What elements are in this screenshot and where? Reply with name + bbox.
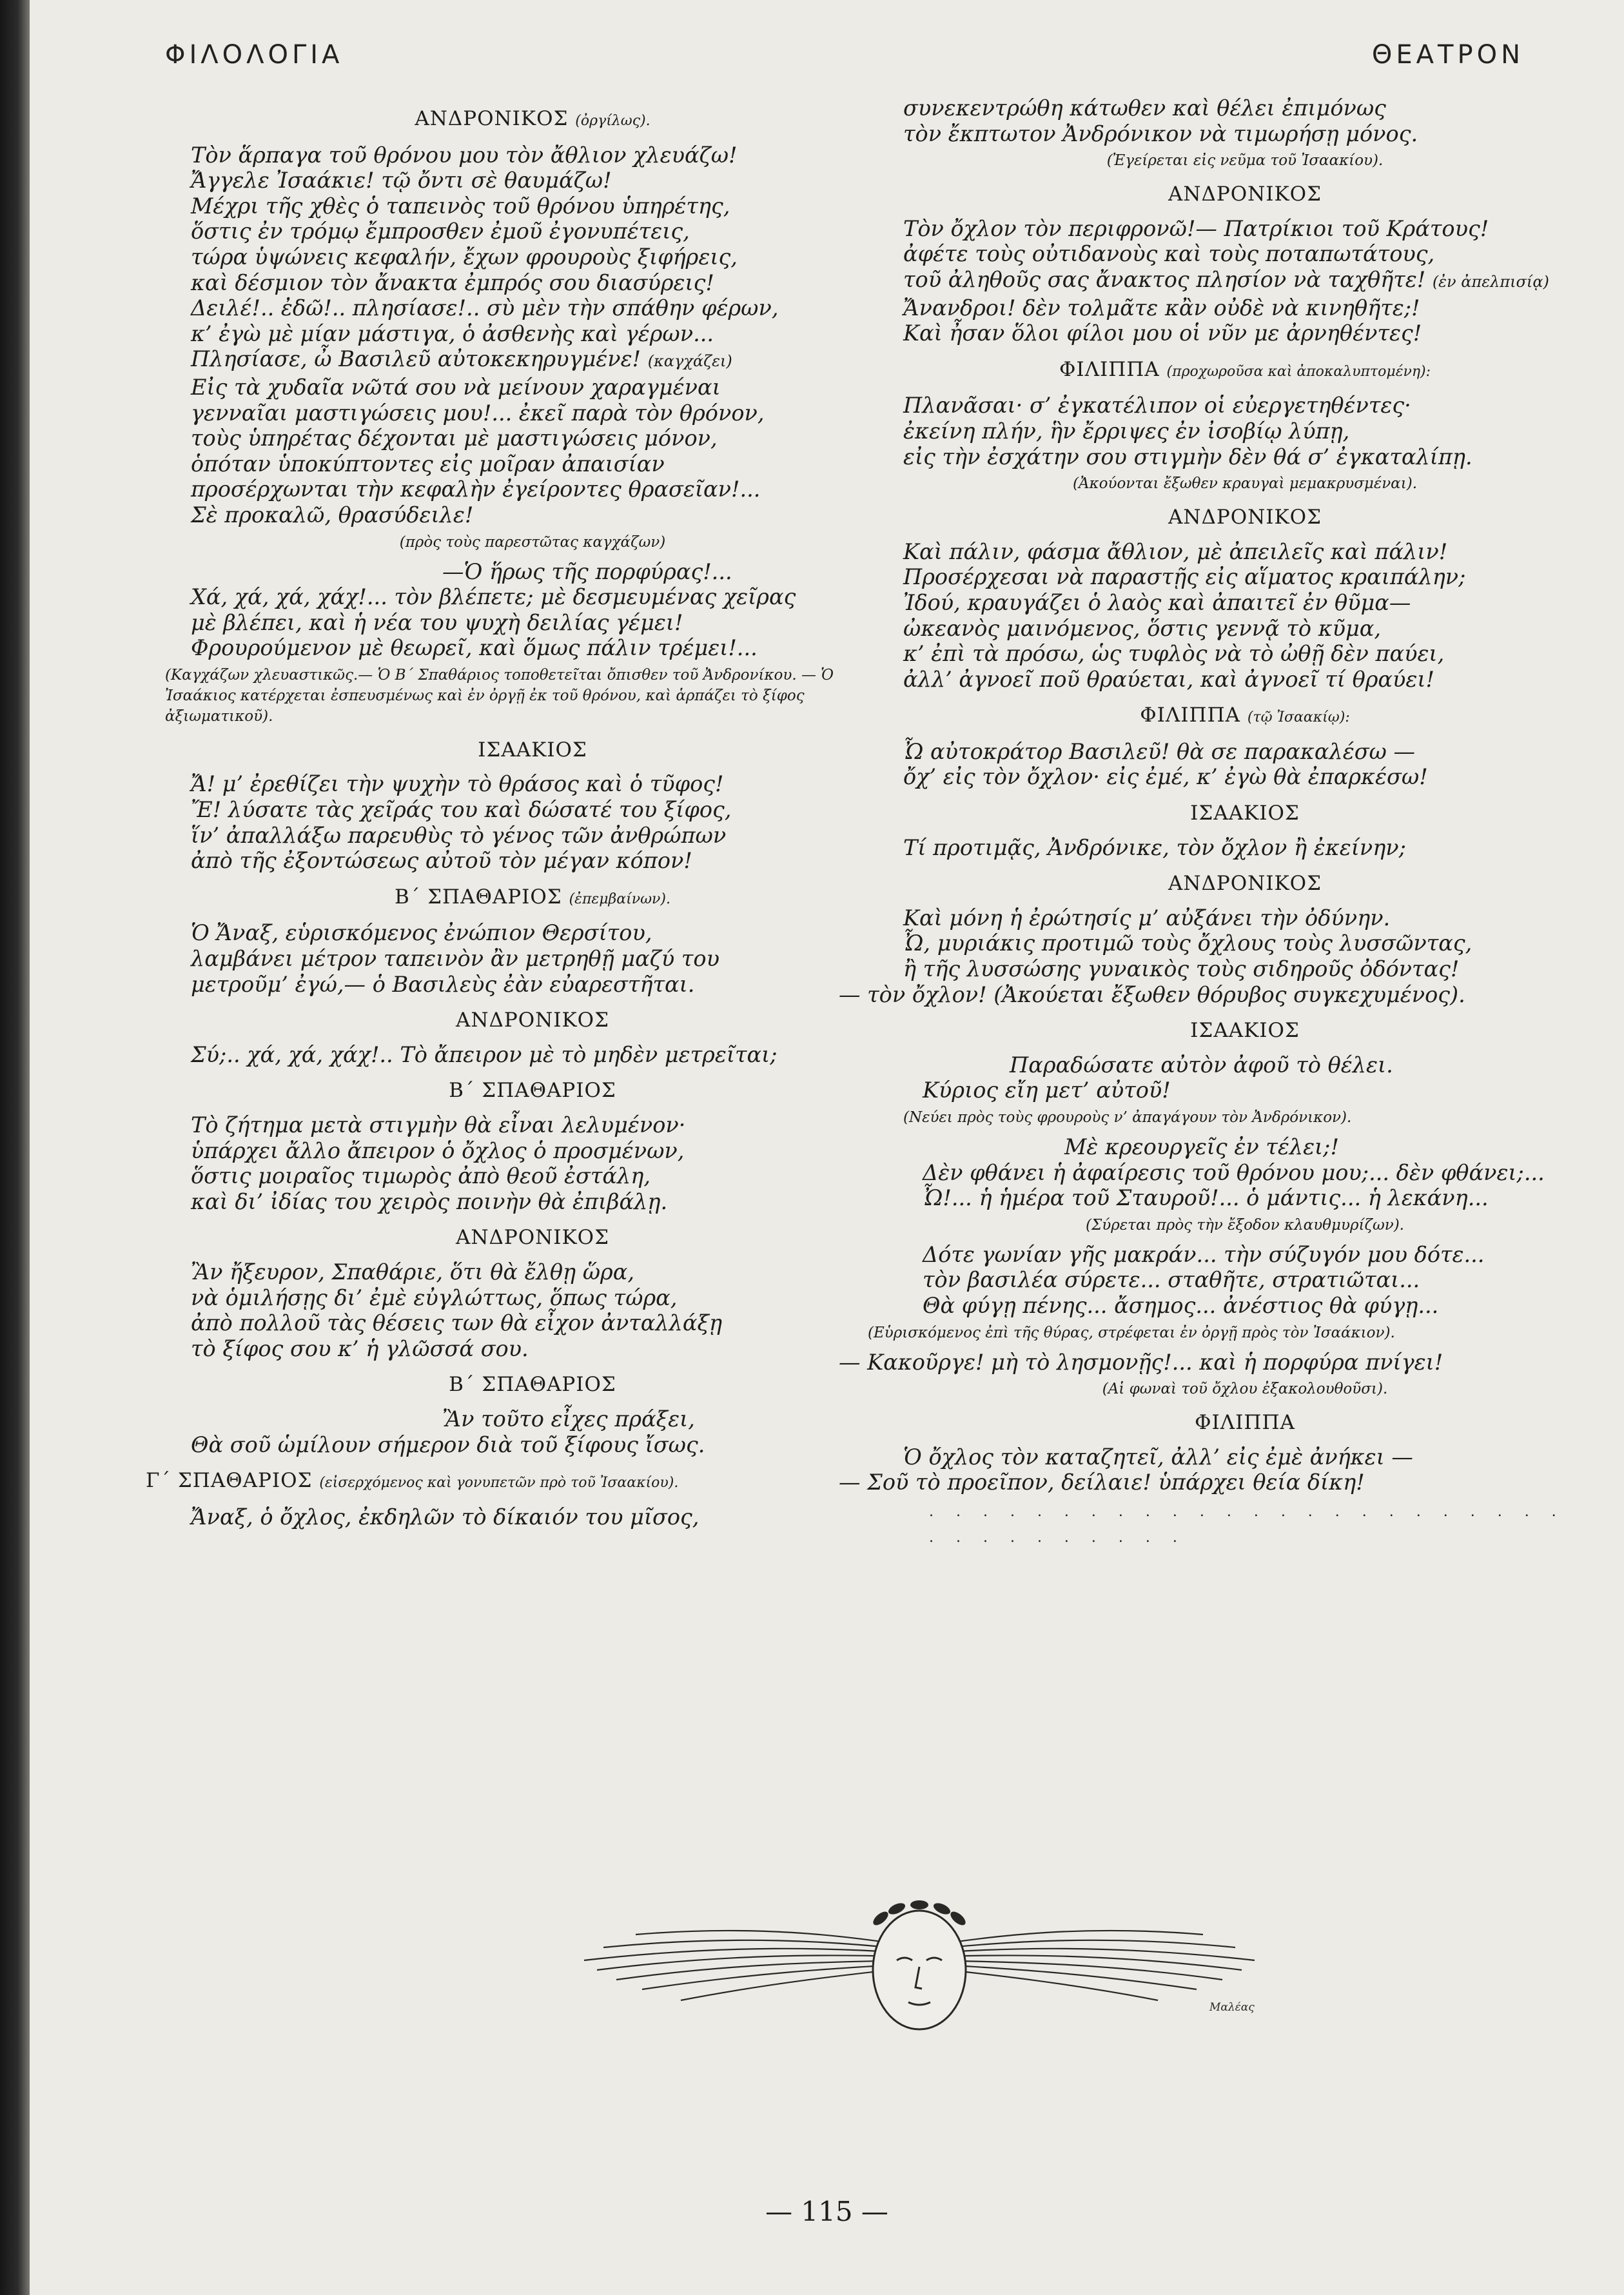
verse-text: μετροῦμ’ ἐγώ,— ὁ Βασιλεὺς ἐὰν εὐαρεστῆται. — [191, 971, 695, 997]
vignette-signature: Μαλέας — [1209, 2001, 1255, 2014]
verse-line — [191, 1163, 874, 1189]
verse-line — [191, 346, 874, 375]
verse-line — [191, 321, 874, 347]
verse-text: ὅστις ἐν τρόμῳ ἔμπροσθεν ἐμοῦ ἐγονυπέτεις, — [191, 219, 690, 244]
verse-text: Ἔ! λύσατε τὰς χεῖράς του καὶ δώσατέ του ξίφος, — [191, 797, 732, 823]
verse-text: καὶ δέσμιον τὸν ἄνακτα ἐμπρός σου διασύρεις! — [191, 270, 714, 295]
verse-text: ὠκεανὸς μαινόμενος, ὅστις γεννᾷ τὸ κῦμα, — [903, 615, 1382, 641]
running-head-right: ΘΕΑΤΡΟΝ — [1371, 40, 1524, 70]
speaker-label: ΑΝΔΡΟΝΙΚΟΣ — [455, 1226, 610, 1250]
verse-text: Ἰδού, κραυγάζει ὁ λαὸς καὶ ἀπαιτεῖ ἐν θῦμα— — [903, 589, 1411, 615]
verse-text: Μὲ κρεουργεῖς ἐν τέλει;! — [1064, 1134, 1339, 1159]
speaker-name — [191, 1008, 874, 1034]
verse-line — [191, 270, 874, 296]
verse-line — [903, 539, 1587, 565]
verse-text: —Ὁ ἥρως τῆς πορφύρας!... — [442, 558, 732, 584]
verse-line — [903, 1267, 1587, 1293]
verse-line — [903, 1185, 1587, 1211]
verse-line — [191, 1432, 874, 1458]
verse-line — [191, 823, 874, 849]
verse-text: Ἂν τοῦτο εἶχες πράξει, — [442, 1406, 695, 1432]
speaker-label: ΦΙΛΙΠΠΑ — [1059, 357, 1160, 381]
verse-line — [191, 1285, 874, 1311]
book-page — [30, 0, 1624, 2295]
verse-line — [903, 295, 1587, 321]
text-column-right — [839, 95, 1587, 1550]
stage-direction: (πρὸς τοὺς παρεστῶτας καγχάζων) — [399, 533, 666, 551]
speaker-name — [903, 801, 1587, 827]
verse-text: ὅστις μοιραῖος τιμωρὸς ἀπὸ θεοῦ ἐστάλη, — [191, 1163, 651, 1189]
speaker-label: Β΄ ΣΠΑΘΑΡΙΟΣ — [449, 1079, 616, 1103]
verse-line — [191, 400, 874, 426]
verse-text: Καὶ πάλιν, φάσμα ἄθλιον, μὲ ἀπειλεῖς καὶ πάλιν! — [903, 538, 1448, 564]
verse-line — [191, 375, 874, 400]
verse-text: μὲ βλέπει, καὶ ἡ νέα του ψυχὴ δειλίας γέμει! — [191, 609, 683, 635]
verse-text: λαμβάνει μέτρον ταπεινὸν ἂν μετρηθῇ μαζύ του — [191, 946, 719, 972]
speaker-label: ΑΝΔΡΟΝΙΚΟΣ — [1168, 872, 1322, 896]
verse-text: τώρα ὑψώνεις κεφαλήν, ἔχων φρουροὺς ξιφήρεις, — [191, 244, 738, 270]
verse-line — [903, 1052, 1587, 1078]
speaker-label: Β΄ ΣΠΑΘΑΡΙΟΣ — [449, 1373, 616, 1397]
verse-line — [903, 931, 1587, 956]
speaker-name — [903, 871, 1587, 897]
stage-direction: (Αἱ φωναὶ τοῦ ὄχλου ἐξακολουθοῦσι). — [1102, 1381, 1388, 1398]
verse-text: συνεκεντρώθη κάτωθεν καὶ θέλει ἐπιμόνως — [903, 95, 1386, 121]
running-head-left: ΦΙΛΟΛΟΓΙΑ — [165, 40, 344, 70]
inline-direction: (καγχάζει) — [647, 352, 732, 371]
verse-text: Τὸν ἅρπαγα τοῦ θρόνου μου τὸν ἄθλιον χλευάζω! — [191, 142, 738, 168]
speaker-name — [191, 106, 874, 134]
verse-line — [191, 559, 874, 585]
text-column-left — [146, 95, 874, 1530]
verse-text: Καὶ ἦσαν ὅλοι φίλοι μου οἱ νῦν με ἀρνηθέντες! — [903, 320, 1422, 346]
verse-line — [903, 1078, 1587, 1103]
verse-line — [191, 946, 874, 972]
verse-text: — Σοῦ τὸ προεῖπον, δείλαιε! ὑπάρχει θεία δίκη! — [839, 1470, 1365, 1495]
speaker-name — [903, 505, 1587, 531]
verse-line — [191, 426, 874, 451]
verse-text: ὁπόταν ὑποκύπτοντες εἰς μοῖραν ἀπαισίαν — [191, 451, 665, 477]
verse-line — [903, 905, 1587, 931]
verse-text: Τὸν ὄχλον τὸν περιφρονῶ!— Πατρίκιοι τοῦ Κράτους! — [903, 215, 1489, 241]
verse-line — [903, 444, 1587, 470]
verse-line — [191, 797, 874, 823]
verse-text: Δειλέ!.. ἐδῶ!.. πλησίασε!.. σὺ μὲν τὴν σπάθην φέρων, — [191, 295, 779, 321]
verse-line — [191, 193, 874, 219]
verse-text: Προσέρχεσαι νὰ παραστῇς εἰς αἵματος κραιπάλην; — [903, 564, 1466, 590]
laurel-head-vignette — [558, 1857, 1280, 2051]
verse-line — [903, 764, 1587, 790]
speaker-note: (ἐπεμβαίνων). — [569, 891, 670, 907]
verse-line — [903, 95, 1587, 121]
verse-line — [191, 451, 874, 477]
verse-text: νὰ ὁμιλήσῃς δι’ ἐμὲ εὐγλώττως, ὅπως τώρα, — [191, 1285, 678, 1310]
verse-text: Ὦ, μυριάκις προτιμῶ τοὺς ὄχλους τοὺς λυσσῶντας, — [903, 931, 1472, 956]
verse-line — [191, 635, 874, 661]
verse-line — [839, 1350, 1587, 1375]
speaker-name — [146, 1468, 874, 1496]
verse-line — [903, 590, 1587, 616]
speaker-label: ΦΙΛΙΠΠΑ — [1195, 1411, 1295, 1435]
verse-line — [903, 1134, 1587, 1160]
verse-text: Ἄ! μ’ ἐρεθίζει τὴν ψυχὴν τὸ θράσος καὶ ὁ τῦφος! — [191, 771, 724, 797]
verse-text: γενναῖαι μαστιγώσεις μου!... ἐκεῖ παρὰ τὸν θρόνον, — [191, 400, 765, 426]
speaker-name — [191, 738, 874, 763]
verse-text: Πλανᾶσαι· σ’ ἐγκατέλιπον οἱ εὐεργετηθέντες· — [903, 393, 1411, 419]
verse-text: Ὁ Ἄναξ, εὑρισκόμενος ἐνώπιον Θερσίτου, — [191, 920, 652, 946]
scan-binding-edge — [0, 0, 30, 2295]
speaker-label: ΙΣΑΑΚΙΟΣ — [478, 738, 587, 762]
verse-line — [903, 835, 1587, 861]
verse-line — [191, 848, 874, 874]
verse-text: Μέχρι τῆς χθὲς ὁ ταπεινὸς τοῦ θρόνου ὑπηρέτης, — [191, 193, 730, 219]
speaker-label: ΙΣΑΑΚΙΟΣ — [1190, 1019, 1300, 1043]
verse-line — [191, 1259, 874, 1285]
verse-text: ἀπὸ πολλοῦ τὰς θέσεις των θὰ εἶχον ἀνταλλάξῃ — [191, 1310, 723, 1336]
speaker-name — [903, 1018, 1587, 1044]
speaker-note: (προχωροῦσα καὶ ἀποκαλυπτομένη): — [1166, 363, 1431, 380]
verse-text: τοῦ ἀληθοῦς σας ἄνακτος πλησίον νὰ ταχθῆτε! — [903, 266, 1426, 292]
speaker-name — [191, 1372, 874, 1398]
verse-text: προσέρχωνται τὴν κεφαλὴν ἐγείροντες θρασεῖαν!... — [191, 477, 761, 502]
verse-line — [191, 502, 874, 528]
speaker-label: ΑΝΔΡΟΝΙΚΟΣ — [455, 1009, 610, 1032]
verse-text: ὄχ’ εἰς τὸν ὄχλον· εἰς ἐμέ, κ’ ἐγὼ θὰ ἐπαρκέσω! — [903, 764, 1428, 790]
verse-text: καὶ δι’ ἰδίας του χειρὸς ποινὴν θὰ ἐπιβάλῃ. — [191, 1188, 668, 1214]
verse-line — [191, 610, 874, 636]
verse-line — [903, 216, 1587, 242]
verse-text: Εἰς τὰ χυδαῖα νῶτά σου νὰ μείνουν χαραγμέναι — [191, 374, 721, 400]
verse-line — [191, 920, 874, 946]
stage-direction: (Καγχάζων χλευαστικῶς.— Ὁ Β΄ Σπαθάριος τοποθετεῖται ὄπισθεν τοῦ Ἀνδρονίκου. — Ὁ Ἰσαάκιος κατέρχεται ἐσπευσμένως καὶ ἐν ὀργῇ ἐκ τοῦ θρόνου, καὶ ἁρπάζει τὸ ξίφος ἀξιωματικοῦ). — [165, 666, 834, 725]
stage-direction: (Ἐγείρεται εἰς νεῦμα τοῦ Ἰσαακίου). — [1106, 152, 1384, 170]
speaker-note: (τῷ Ἰσαακίῳ): — [1247, 709, 1350, 726]
verse-line — [191, 1189, 874, 1215]
verse-text: εἰς τὴν ἐσχάτην σου στιγμὴν δὲν θά σ’ ἐγκαταλίπῃ. — [903, 444, 1472, 469]
verse-line — [903, 739, 1587, 765]
verse-line — [903, 641, 1587, 667]
verse-line — [839, 1470, 1587, 1495]
verse-line — [191, 1406, 874, 1432]
stage-direction: (Εὑρισκόμενος ἐπὶ τῆς θύρας, στρέφεται ἐν ὀργῇ πρὸς τὸν Ἰσαάκιον). — [868, 1324, 1395, 1341]
verse-text: ἀλλ’ ἀγνοεῖ ποῦ θραύεται, καὶ ἀγνοεῖ τί θραύει! — [903, 666, 1434, 692]
verse-line — [903, 267, 1587, 295]
verse-line — [191, 477, 874, 502]
verse-text: Ἄνανδροι! δὲν τολμᾶτε κἂν οὐδὲ νὰ κινηθῆτε;! — [903, 295, 1420, 320]
verse-text: τοὺς ὑπηρέτας δέχονται μὲ μαστιγώσεις μόνον, — [191, 426, 718, 451]
verse-text: Πλησίασε, ὦ Βασιλεῦ αὐτοκεκηρυγμένε! — [191, 346, 641, 372]
verse-text: Χά, χά, χά, χάχ!... τὸν βλέπετε; μὲ δεσμευμένας χεῖρας — [191, 584, 796, 610]
stage-direction: (Νεύει πρὸς τοὺς φρουροὺς ν’ ἀπαγάγουν τὸν Ἀνδρόνικον). — [903, 1109, 1352, 1126]
inline-direction: (ἐν ἀπελπισίᾳ) — [1432, 272, 1549, 291]
verse-text: ἐκείνη πλήν, ἣν ἔρριψες ἐν ἰσοβίῳ λύπῃ, — [903, 418, 1350, 444]
speaker-label: Β΄ ΣΠΑΘΑΡΙΟΣ — [395, 885, 562, 909]
verse-text: ἵν’ ἀπαλλάξω παρευθὺς τὸ γένος τῶν ἀνθρώπων — [191, 822, 727, 848]
verse-line — [903, 320, 1587, 346]
verse-text: Κύριος εἴη μετ’ αὐτοῦ! — [923, 1078, 1171, 1103]
verse-line — [903, 564, 1587, 590]
verse-text: Ὦ αὐτοκράτορ Βασιλεῦ! θὰ σε παρακαλέσω — — [903, 738, 1416, 764]
stage-direction: (Σύρεται πρὸς τὴν ἔξοδον κλαυθμυρίζων). — [1086, 1216, 1404, 1234]
page-number: — 115 — — [765, 2196, 888, 2227]
speaker-label: ΙΣΑΑΚΙΟΣ — [1190, 802, 1300, 825]
verse-line — [191, 584, 874, 610]
verse-line — [191, 219, 874, 244]
speaker-name — [191, 885, 874, 912]
verse-line — [191, 972, 874, 998]
speaker-name — [191, 1078, 874, 1104]
speaker-name — [903, 703, 1587, 731]
speaker-label: Γ΄ ΣΠΑΘΑΡΙΟΣ — [146, 1469, 313, 1493]
speaker-note: (ὀργίλως). — [575, 113, 651, 129]
verse-text: Δὲν φθάνει ἡ ἀφαίρεσις τοῦ θρόνου μου;... δὲν φθάνει;... — [923, 1159, 1545, 1185]
verse-line — [191, 295, 874, 321]
speaker-name — [903, 1410, 1587, 1436]
verse-text: τὸ ξίφος σου κ’ ἡ γλῶσσά σου. — [191, 1335, 529, 1361]
verse-line — [191, 1310, 874, 1336]
verse-line — [903, 1242, 1587, 1268]
verse-text: — τὸν ὄχλον! (Ἀκούεται ἔξωθεν θόρυβος συγκεχυμένος). — [839, 981, 1465, 1007]
verse-line — [903, 1444, 1587, 1470]
verse-text: Ἂν ἤξευρον, Σπαθάριε, ὅτι θὰ ἔλθῃ ὥρα, — [191, 1259, 635, 1285]
verse-line — [191, 1112, 874, 1138]
verse-text: Τί προτιμᾷς, Ἀνδρόνικε, τὸν ὄχλον ἢ ἐκείνην; — [903, 834, 1406, 860]
verse-line — [191, 143, 874, 168]
verse-text: κ’ ἐγὼ μὲ μίαν μάστιγα, ὁ ἀσθενὴς καὶ γέρων... — [191, 320, 714, 346]
verse-line — [903, 1293, 1587, 1319]
ellipsis-dots: . . . . . . . . . . . . . . . . . . . . . . . . . . . . . . . . . . — [929, 1503, 1565, 1546]
verse-text: τὸν βασιλέα σύρετε... σταθῆτε, στρατιῶται... — [923, 1267, 1420, 1293]
verse-line — [191, 771, 874, 797]
verse-text: Σύ;.. χά, χά, χάχ!.. Τὸ ἄπειρον μὲ τὸ μηδὲν μετρεῖται; — [191, 1041, 778, 1067]
speaker-label: ΑΝΔΡΟΝΙΚΟΣ — [1168, 182, 1322, 206]
verse-line — [839, 982, 1587, 1008]
verse-line — [903, 393, 1587, 419]
verse-text: Ἄγγελε Ἰσαάκιε! τῷ ὄντι σὲ θαυμάζω! — [191, 168, 612, 193]
verse-text: Ἄναξ, ὁ ὄχλος, ἐκδηλῶν τὸ δίκαιόν του μῖσος, — [191, 1504, 699, 1530]
verse-text: κ’ ἐπὶ τὰ πρόσω, ὡς τυφλὸς νὰ τὸ ὠθῇ δὲν παύει, — [903, 641, 1445, 667]
verse-text: Φρουρούμενον μὲ θεωρεῖ, καὶ ὅμως πάλιν τρέμει!... — [191, 635, 758, 661]
verse-text: — Κακοῦργε! μὴ τὸ λησμονῇς!... καὶ ἡ πορφύρα πνίγει! — [839, 1349, 1443, 1375]
verse-text: Ὦ!... ἡ ἡμέρα τοῦ Σταυροῦ!... ὁ μάντις... ἡ λεκάνη... — [923, 1185, 1489, 1211]
verse-line — [903, 241, 1587, 267]
speaker-label: ΑΝΔΡΟΝΙΚΟΣ — [1168, 506, 1322, 529]
speaker-note: (εἰσερχόμενος καὶ γονυπετῶν πρὸ τοῦ Ἰσαακίου). — [319, 1475, 679, 1492]
speaker-label: ΑΝΔΡΟΝΙΚΟΣ — [415, 107, 569, 130]
stage-direction: (Ἀκούονται ἔξωθεν κραυγαὶ μεμακρυσμέναι). — [1072, 475, 1418, 493]
verse-text: Τὸ ζήτημα μετὰ στιγμὴν θὰ εἶναι λελυμένον· — [191, 1112, 686, 1138]
verse-text: Ὁ ὄχλος τὸν καταζητεῖ, ἀλλ’ εἰς ἐμὲ ἀνήκει — — [903, 1444, 1413, 1470]
verse-text: ὑπάρχει ἄλλο ἄπειρον ὁ ὄχλος ὁ προσμένων, — [191, 1138, 685, 1163]
verse-line — [191, 244, 874, 270]
verse-line — [903, 1160, 1587, 1186]
speaker-name — [191, 1225, 874, 1251]
verse-line — [191, 1042, 874, 1068]
verse-line — [191, 168, 874, 193]
verse-line — [903, 616, 1587, 642]
verse-text: Δότε γωνίαν γῆς μακράν... τὴν σύζυγόν μου δότε... — [923, 1241, 1485, 1267]
speaker-name — [903, 357, 1587, 385]
verse-text: Θὰ σοῦ ὡμίλουν σήμερον διὰ τοῦ ξίφους ἴσως. — [191, 1432, 705, 1457]
verse-line — [903, 121, 1587, 147]
speaker-name — [903, 182, 1587, 208]
verse-line — [191, 1504, 874, 1530]
verse-line — [191, 1336, 874, 1362]
verse-text: Σὲ προκαλῶ, θρασύδειλε! — [191, 502, 474, 527]
verse-text: ἢ τῆς λυσσώσης γυναικὸς τοὺς σιδηροῦς ὀδόντας! — [903, 956, 1460, 982]
verse-line — [903, 419, 1587, 444]
verse-text: ἀπὸ τῆς ἐξοντώσεως αὐτοῦ τὸν μέγαν κόπον! — [191, 848, 692, 874]
speaker-label: ΦΙΛΙΠΠΑ — [1140, 704, 1240, 727]
verse-text: Καὶ μόνη ἡ ἐρώτησίς μ’ αὐξάνει τὴν ὀδύνην. — [903, 905, 1391, 931]
verse-line — [191, 1138, 874, 1164]
verse-line — [903, 956, 1587, 982]
verse-text: Παραδώσατε αὐτὸν ἀφοῦ τὸ θέλει. — [1010, 1052, 1393, 1078]
verse-text: ἀφέτε τοὺς οὐτιδανοὺς καὶ τοὺς ποταπωτάτους, — [903, 241, 1435, 267]
verse-text: τὸν ἔκπτωτον Ἀνδρόνικον νὰ τιμωρήσῃ μόνος. — [903, 121, 1418, 146]
verse-text: Θὰ φύγῃ πένης... ἄσημος... ἀνέστιος θὰ φύγῃ... — [923, 1292, 1439, 1318]
verse-line — [903, 667, 1587, 693]
